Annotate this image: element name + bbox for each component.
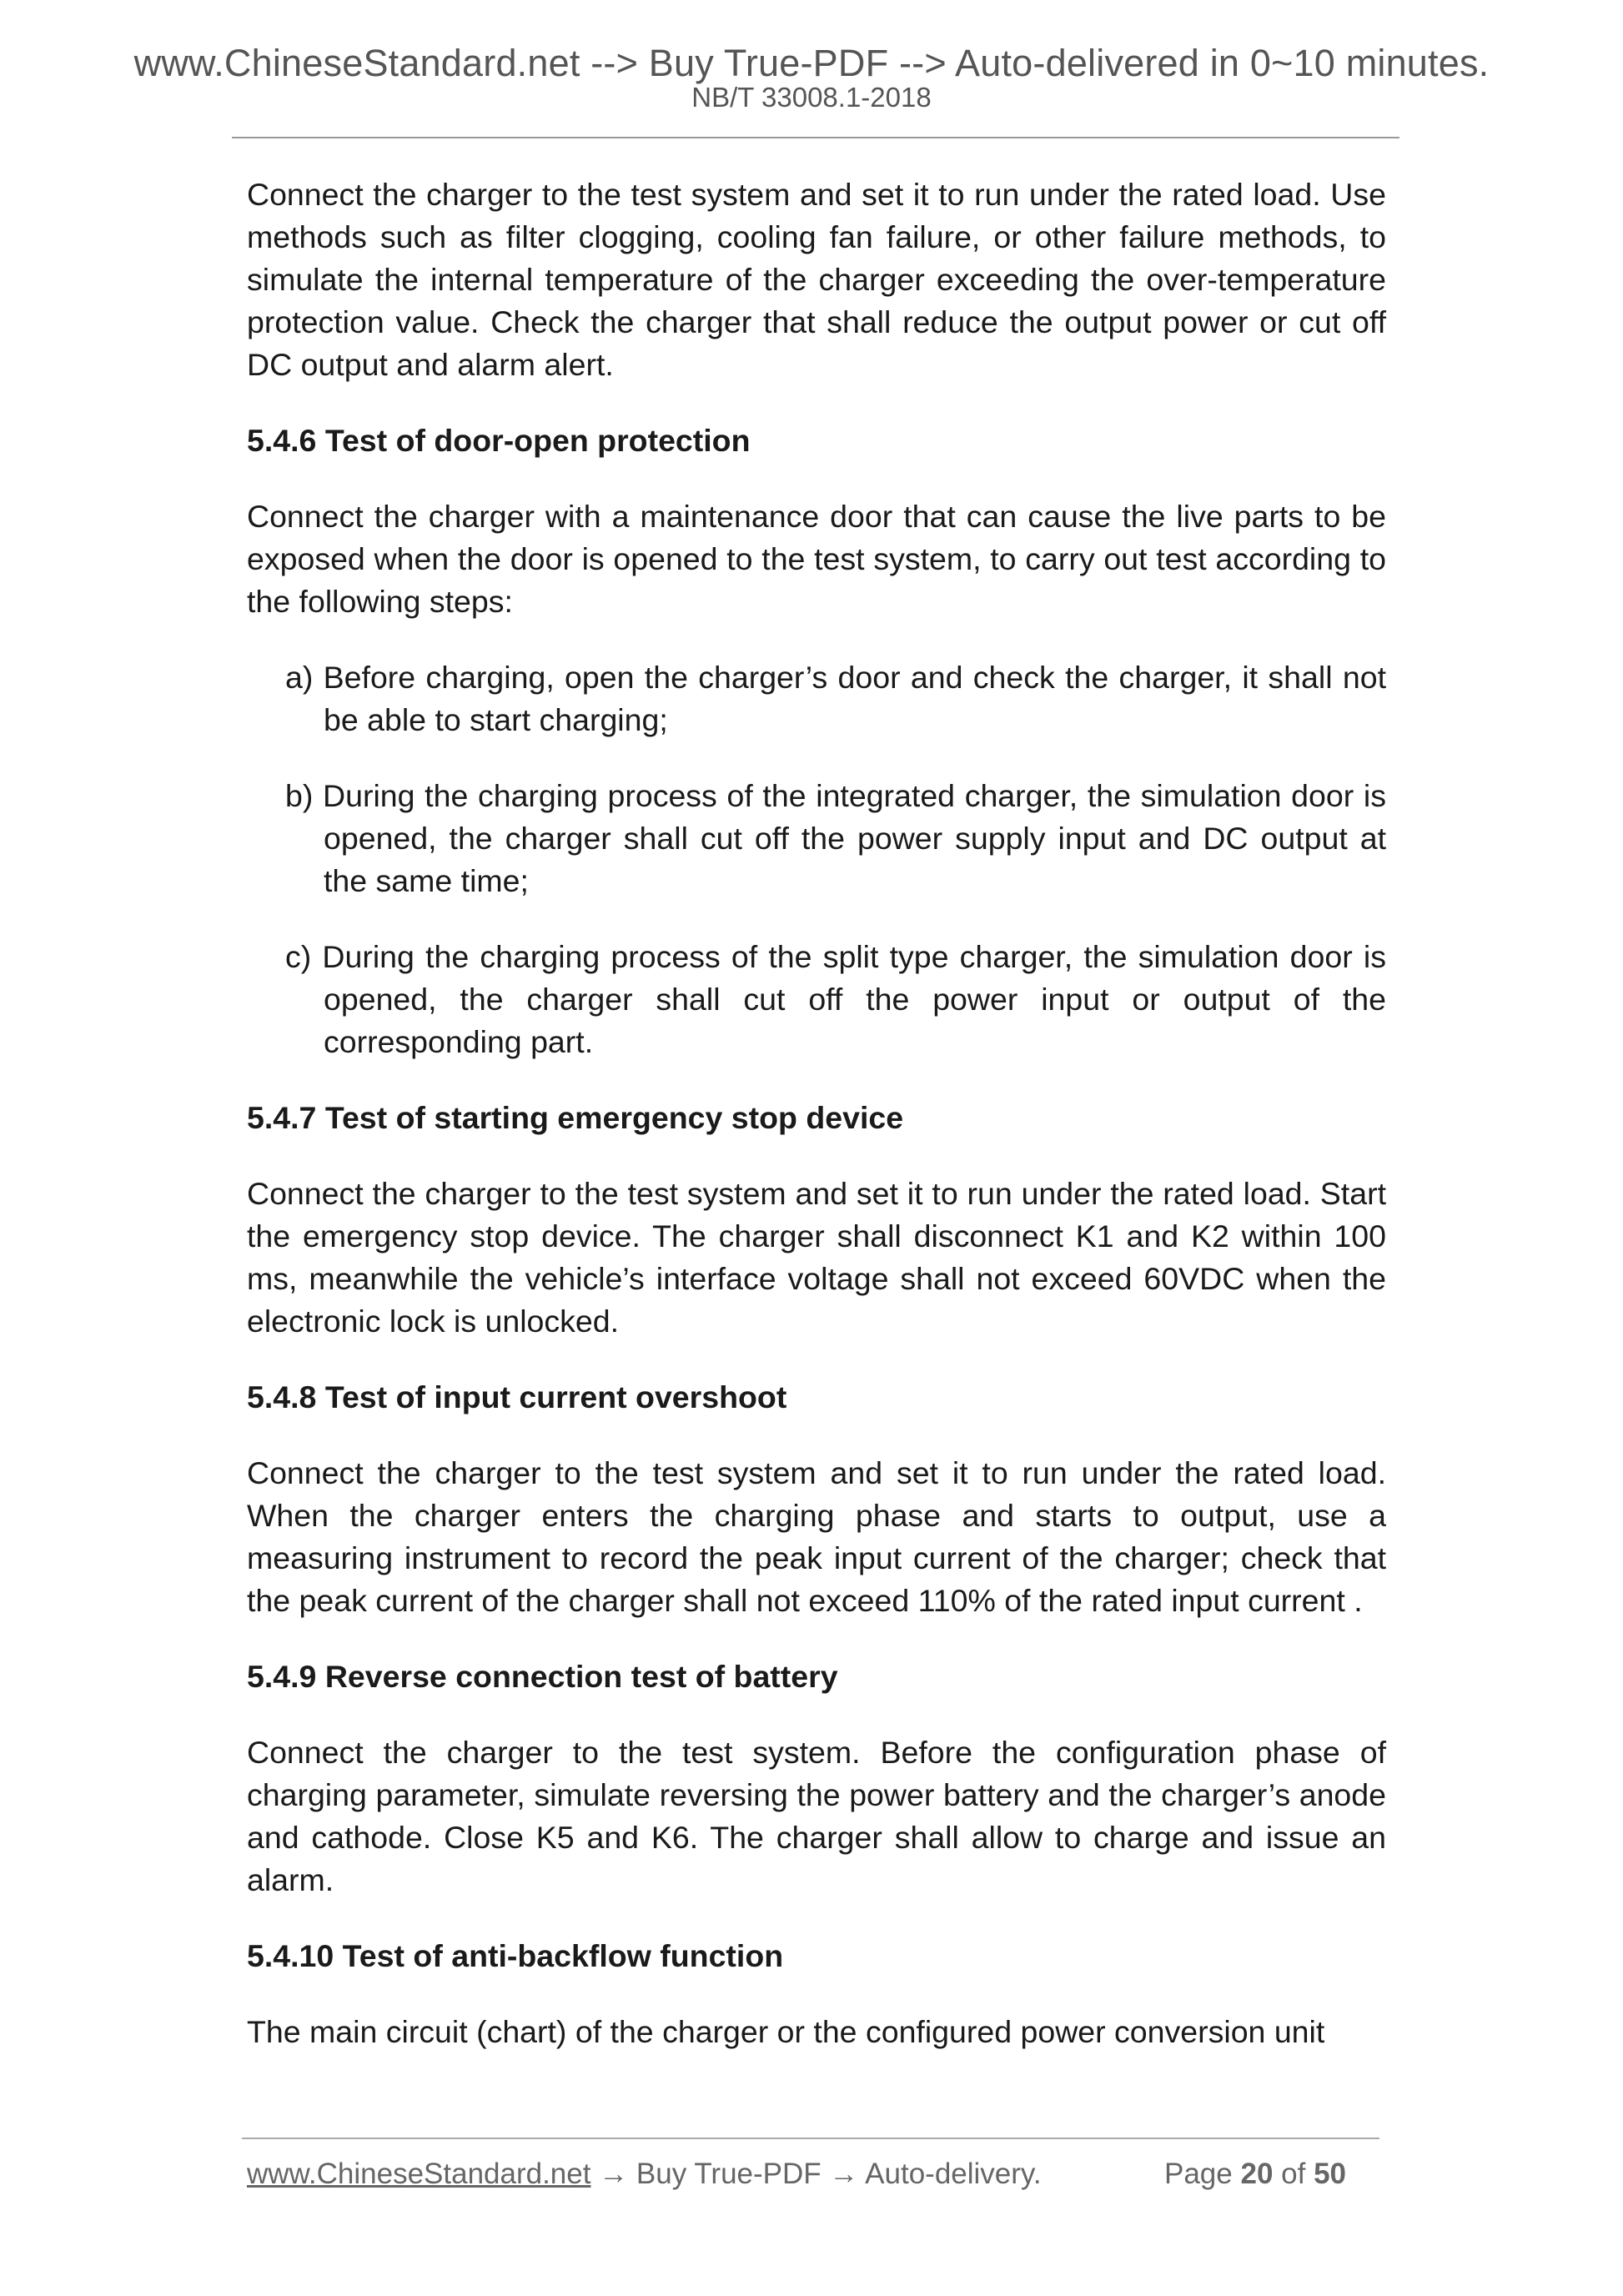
- paragraph-5-4-10: The main circuit (chart) of the charger or the configured power conversion unit: [247, 2014, 1325, 2049]
- standard-code: NB/T 33008.1-2018: [691, 82, 932, 113]
- total-pages: 50: [1314, 2158, 1347, 2190]
- paragraph-over-temperature: Connect the charger to the test system and set it to run under the rated load. Use methods such as filter clogging, cooling fan failure, or other failure methods, to simulate the internal temperature of the charger exceeding the over-temperature protection value. Check the charger that shall reduce the output power or cut off DC output and alarm alert.: [247, 177, 1386, 382]
- footer-divider: [242, 2138, 1379, 2139]
- of-label: of: [1281, 2158, 1306, 2190]
- site-banner: www.ChineseStandard.net --> Buy True-PDF --> Auto-delivered in 0~10 minutes.: [133, 42, 1490, 84]
- section-heading-5-4-8: 5.4.8 Test of input current overshoot: [247, 1379, 787, 1414]
- page-indicator: [1164, 2158, 1346, 2191]
- paragraph-5-4-7: Connect the charger to the test system and set it to run under the rated load. Start the emergency stop device. The charger shall disconnect K1 and K2 within 100 ms, meanwhile the vehicle’s interface voltage shall not exceed 60VDC when the electronic lock is unlocked.: [247, 1176, 1386, 1339]
- paragraph-5-4-8: Connect the charger to the test system and set it to run under the rated load. When the charger enters the charging phase and starts to output, use a measuring instrument to record the peak input current of the charger; check that the peak current of the charger shall not exceed 110% of the rated input current .: [247, 1455, 1386, 1618]
- header-divider: [232, 137, 1399, 138]
- section-heading-5-4-7: 5.4.7 Test of starting emergency stop device: [247, 1100, 904, 1135]
- list-item-a: a) Before charging, open the charger’s door and check the charger, it shall not be able to start charging;: [285, 660, 1386, 737]
- page-number: 20: [1240, 2158, 1274, 2190]
- document-body: [247, 173, 1386, 2053]
- paragraph-5-4-9: Connect the charger to the test system. Before the configuration phase of charging parameter, simulate reversing the power battery and the charger’s anode and cathode. Close K5 and K6. The charger shall allow to charge and issue an alarm.: [247, 1735, 1386, 1897]
- footer-site-link[interactable]: www.ChineseStandard.net: [247, 2158, 591, 2190]
- page-label: Page: [1164, 2158, 1233, 2190]
- section-heading-5-4-10: 5.4.10 Test of anti-backflow function: [247, 1938, 784, 1973]
- footer-promo: [247, 2158, 1042, 2191]
- section-heading-5-4-6: 5.4.6 Test of door-open protection: [247, 423, 751, 458]
- section-heading-5-4-9: 5.4.9 Reverse connection test of battery: [247, 1659, 838, 1694]
- paragraph-5-4-6: Connect the charger with a maintenance door that can cause the live parts to be exposed when the door is opened to the test system, to carry out test according to the following steps:: [247, 499, 1386, 619]
- footer-buy-text: → Buy True-PDF → Auto-delivery.: [599, 2158, 1042, 2190]
- list-item-c: c) During the charging process of the split type charger, the simulation door is opened, the charger shall cut off the power input or output of the corresponding part.: [285, 939, 1386, 1059]
- list-item-b: b) During the charging process of the integrated charger, the simulation door is opened, the charger shall cut off the power supply input and DC output at the same time;: [285, 778, 1386, 898]
